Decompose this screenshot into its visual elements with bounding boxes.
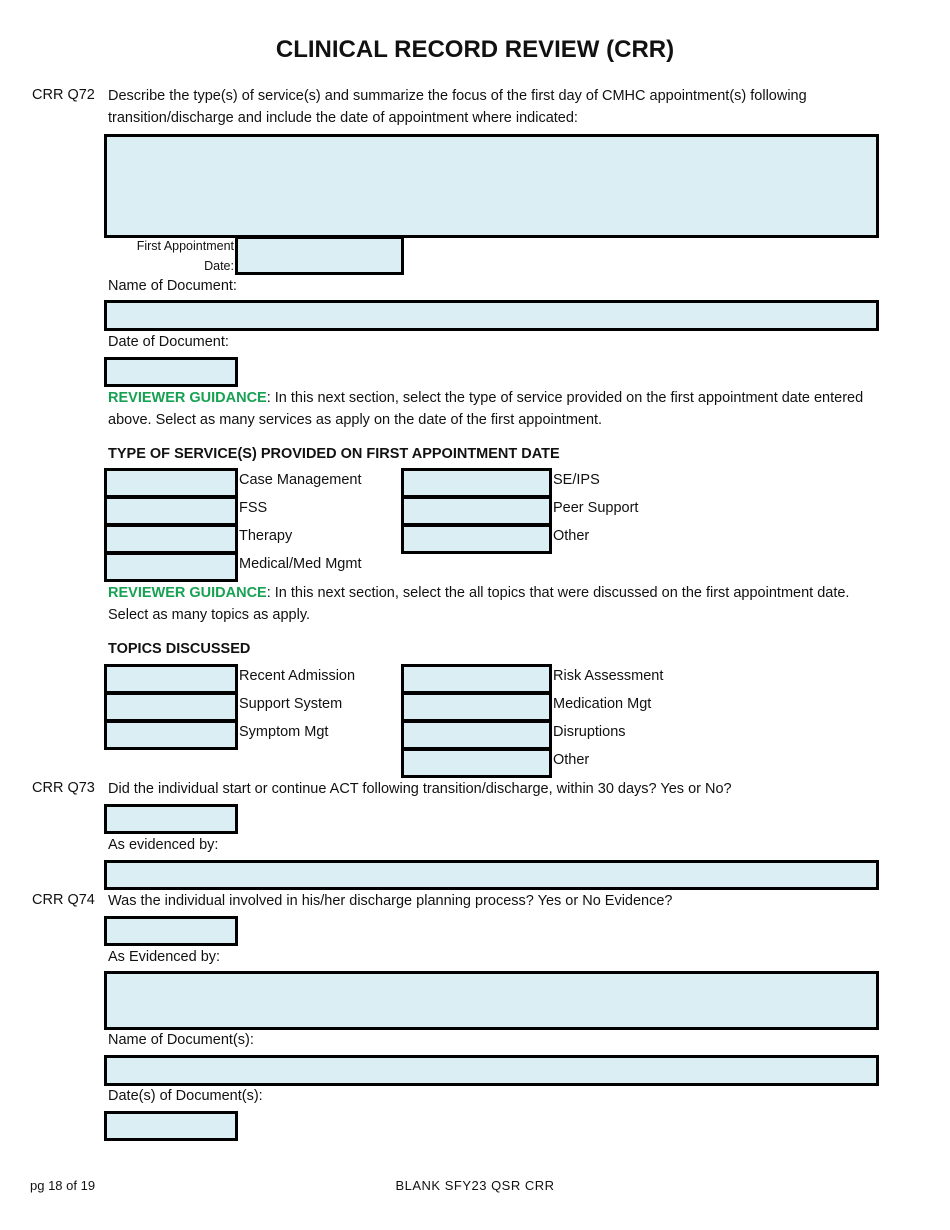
q73-evidence-field[interactable] [104, 860, 879, 890]
topic-recent-admission-checkbox[interactable] [104, 664, 238, 694]
q72-date-of-document-field[interactable] [104, 357, 238, 387]
q74-evidence-label: As Evidenced by: [108, 949, 221, 965]
q74-question: Was the individual involved in his/her discharge planning process? Yes or No Evidence? [108, 893, 673, 909]
service-other-checkbox[interactable] [401, 524, 552, 554]
q72-name-of-document-label: Name of Document: [108, 278, 237, 294]
service-therapy-label: Therapy [239, 528, 293, 544]
document-name: BLANK SFY23 QSR CRR [395, 1178, 555, 1193]
reviewer-guidance-text: : In this next section, select the type of service provided on the first appointment date entered above. Select as many services as apply on the date of the first appointment. [108, 390, 864, 428]
service-peer-support-checkbox[interactable] [401, 496, 552, 526]
q73-evidence-label: As evidenced by: [108, 837, 219, 853]
page-title: CLINICAL RECORD REVIEW (CRR) [275, 36, 675, 63]
topic-support-system-checkbox[interactable] [104, 692, 238, 722]
topic-medication-mgt-checkbox[interactable] [401, 692, 552, 722]
reviewer-guidance-services [108, 387, 878, 431]
service-peer-support-label: Peer Support [553, 500, 639, 516]
topic-symptom-mgt-checkbox[interactable] [104, 720, 238, 750]
topic-risk-assessment-label: Risk Assessment [553, 668, 664, 684]
q74-answer-field[interactable] [104, 916, 238, 946]
q74-dates-field[interactable] [104, 1111, 238, 1141]
topic-other-checkbox[interactable] [401, 748, 552, 778]
q74-number: CRR Q74 [32, 892, 95, 908]
service-case-management-checkbox[interactable] [104, 468, 238, 498]
first-appointment-label-line2: Date: [204, 259, 234, 273]
service-se-ips-checkbox[interactable] [401, 468, 552, 498]
service-case-management-label: Case Management [239, 472, 362, 488]
first-appointment-label [118, 236, 234, 276]
reviewer-guidance-text: : In this next section, select the all topics that were discussed on the first appointment date. Select as many topics as apply. [108, 585, 850, 623]
service-other-label: Other [553, 528, 590, 544]
topic-support-system-label: Support System [239, 696, 343, 712]
q73-answer-field[interactable] [104, 804, 238, 834]
service-medical-med-mgmt-checkbox[interactable] [104, 552, 238, 582]
q72-name-of-document-field[interactable] [104, 300, 879, 331]
service-therapy-checkbox[interactable] [104, 524, 238, 554]
q74-names-label: Name of Document(s): [108, 1032, 254, 1048]
service-fss-label: FSS [239, 500, 268, 516]
topics-heading: TOPICS DISCUSSED [108, 641, 251, 657]
topic-medication-mgt-label: Medication Mgt [553, 696, 652, 712]
q72-date-of-document-label: Date of Document: [108, 334, 229, 350]
q74-evidence-field[interactable] [104, 971, 879, 1030]
service-fss-checkbox[interactable] [104, 496, 238, 526]
q72-question: Describe the type(s) of service(s) and summarize the focus of the first day of CMHC appointment(s) following transition/discharge and include the date of appointment where indicated: [108, 88, 807, 126]
q74-names-field[interactable] [104, 1055, 879, 1086]
service-medical-med-mgmt-label: Medical/Med Mgmt [239, 556, 362, 572]
q74-dates-label: Date(s) of Document(s): [108, 1088, 263, 1104]
services-heading: TYPE OF SERVICE(S) PROVIDED ON FIRST APPOINTMENT DATE [108, 446, 560, 462]
first-appointment-date-field[interactable] [235, 236, 404, 275]
reviewer-guidance-topics [108, 582, 878, 626]
topic-recent-admission-label: Recent Admission [239, 668, 356, 684]
topic-disruptions-checkbox[interactable] [401, 720, 552, 750]
q73-question: Did the individual start or continue ACT following transition/discharge, within 30 days? Yes or No? [108, 781, 732, 797]
q72-number: CRR Q72 [32, 87, 95, 103]
reviewer-guidance-label: REVIEWER GUIDANCE [108, 585, 267, 601]
topic-symptom-mgt-label: Symptom Mgt [239, 724, 329, 740]
reviewer-guidance-label: REVIEWER GUIDANCE [108, 390, 267, 406]
topic-risk-assessment-checkbox[interactable] [401, 664, 552, 694]
page-number: pg 18 of 19 [30, 1178, 96, 1193]
q72-description-field[interactable] [104, 134, 879, 238]
topic-disruptions-label: Disruptions [553, 724, 626, 740]
topic-other-label: Other [553, 752, 590, 768]
service-se-ips-label: SE/IPS [553, 472, 600, 488]
first-appointment-label-line1: First Appointment [136, 239, 234, 253]
q73-number: CRR Q73 [32, 780, 95, 796]
